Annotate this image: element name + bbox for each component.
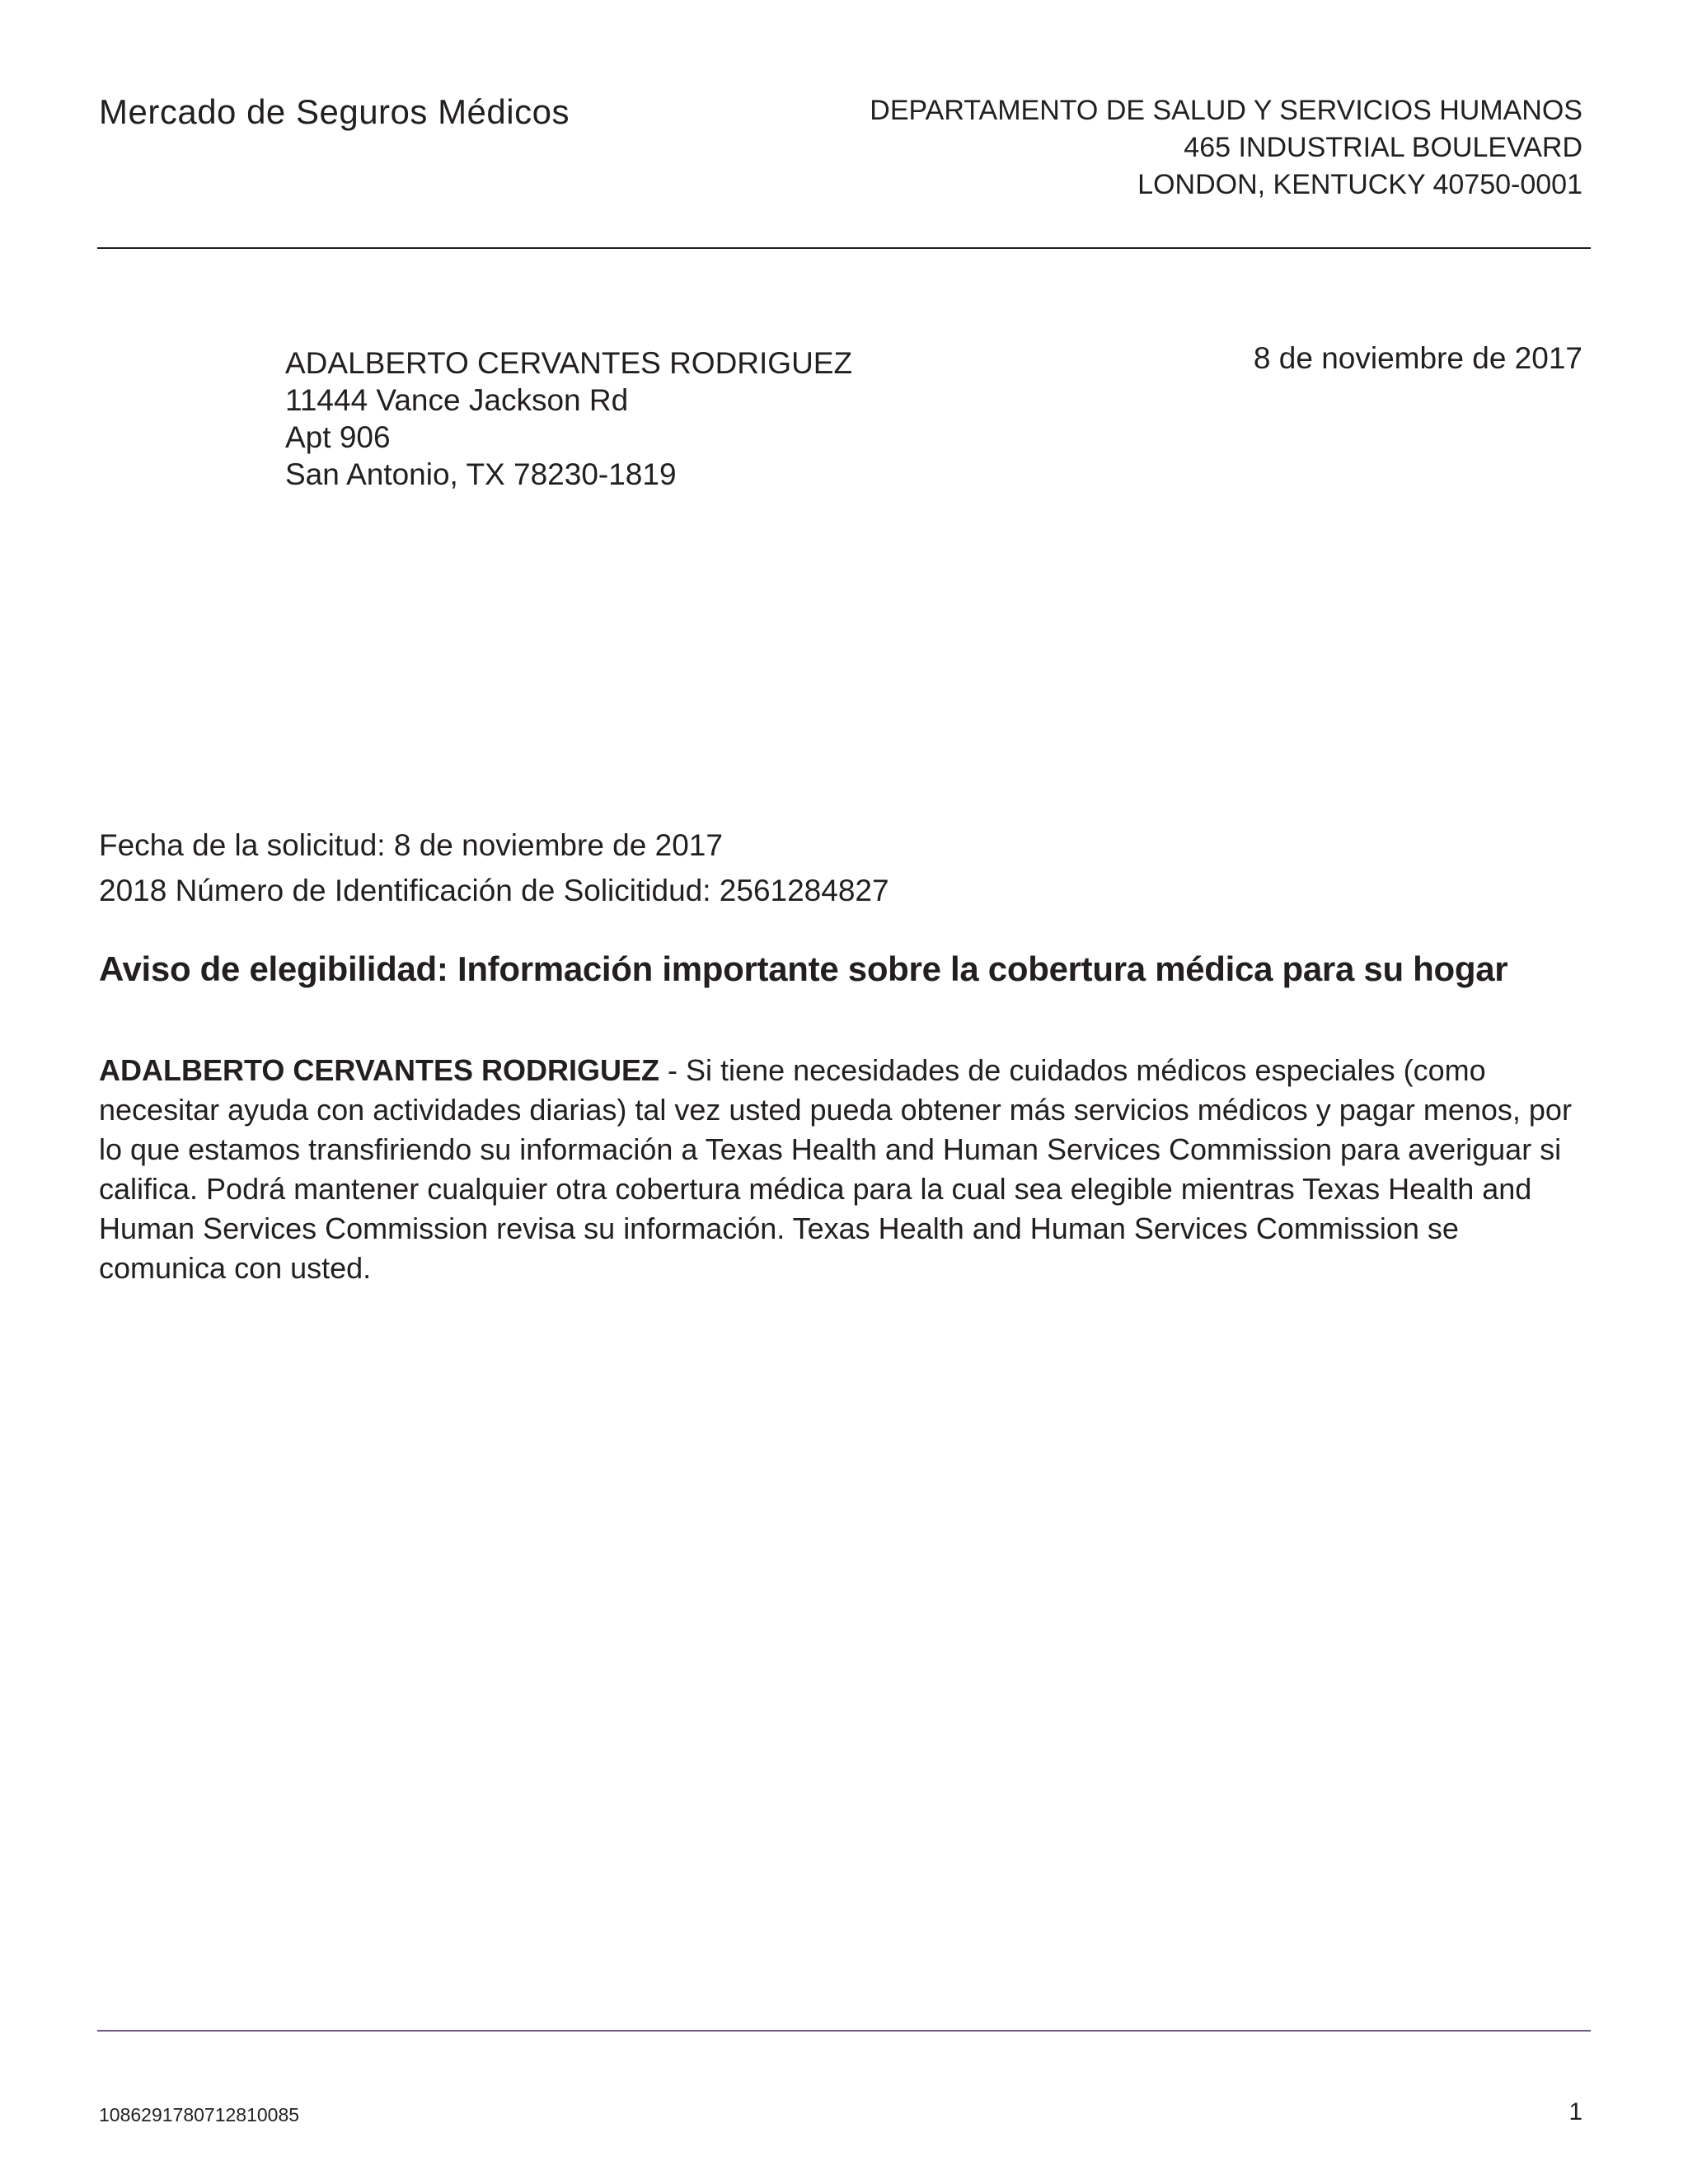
agency-line: 465 INDUSTRIAL BOULEVARD	[1184, 132, 1582, 163]
agency-line: LONDON, KENTUCKY 40750-0001	[1137, 169, 1582, 200]
recipient-address-line: 11444 Vance Jackson Rd	[285, 383, 629, 417]
application-info	[99, 823, 889, 913]
header-divider	[97, 247, 1591, 249]
notice-body-name: ADALBERTO CERVANTES RODRIGUEZ	[99, 1053, 660, 1087]
footer-divider	[97, 2030, 1591, 2032]
recipient-address-line: Apt 906	[285, 420, 391, 454]
letter-date: 8 de noviembre de 2017	[1253, 341, 1582, 375]
agency-line: DEPARTAMENTO DE SALUD Y SERVICIOS HUMANOS	[870, 95, 1582, 126]
recipient-address	[285, 344, 852, 493]
recipient-name: ADALBERTO CERVANTES RODRIGUEZ	[285, 346, 853, 380]
agency-address	[870, 92, 1582, 204]
notice-title: Aviso de elegibilidad: Información importante sobre la cobertura médica para su hogar	[99, 949, 1508, 988]
application-id: 2018 Número de Identificación de Solicitidud: 2561284827	[99, 874, 889, 907]
notice-body-text: - Si tiene necesidades de cuidados médicos especiales (como necesitar ayuda con actividades diarias) tal vez usted pueda obtener más servicios médicos y pagar menos, por lo que estamos transfiriendo su información a Texas Health and Human Services Commission para averiguar si califica. Podrá mantener cualquier otra cobertura médica para la cual sea elegible mientras Texas Health and Human Services Commission revisa su información. Texas Health and Human Services Commission se comunica con usted.	[99, 1053, 1572, 1285]
page-number: 1	[1568, 2098, 1582, 2125]
footer-barcode-number: 1086291780712810085	[99, 2104, 300, 2125]
marketplace-logo: Mercado de Seguros Médicos	[99, 92, 570, 131]
recipient-address-line: San Antonio, TX 78230-1819	[285, 457, 677, 491]
application-date: Fecha de la solicitud: 8 de noviembre de 2017	[99, 828, 723, 862]
notice-body	[99, 1051, 1591, 1288]
